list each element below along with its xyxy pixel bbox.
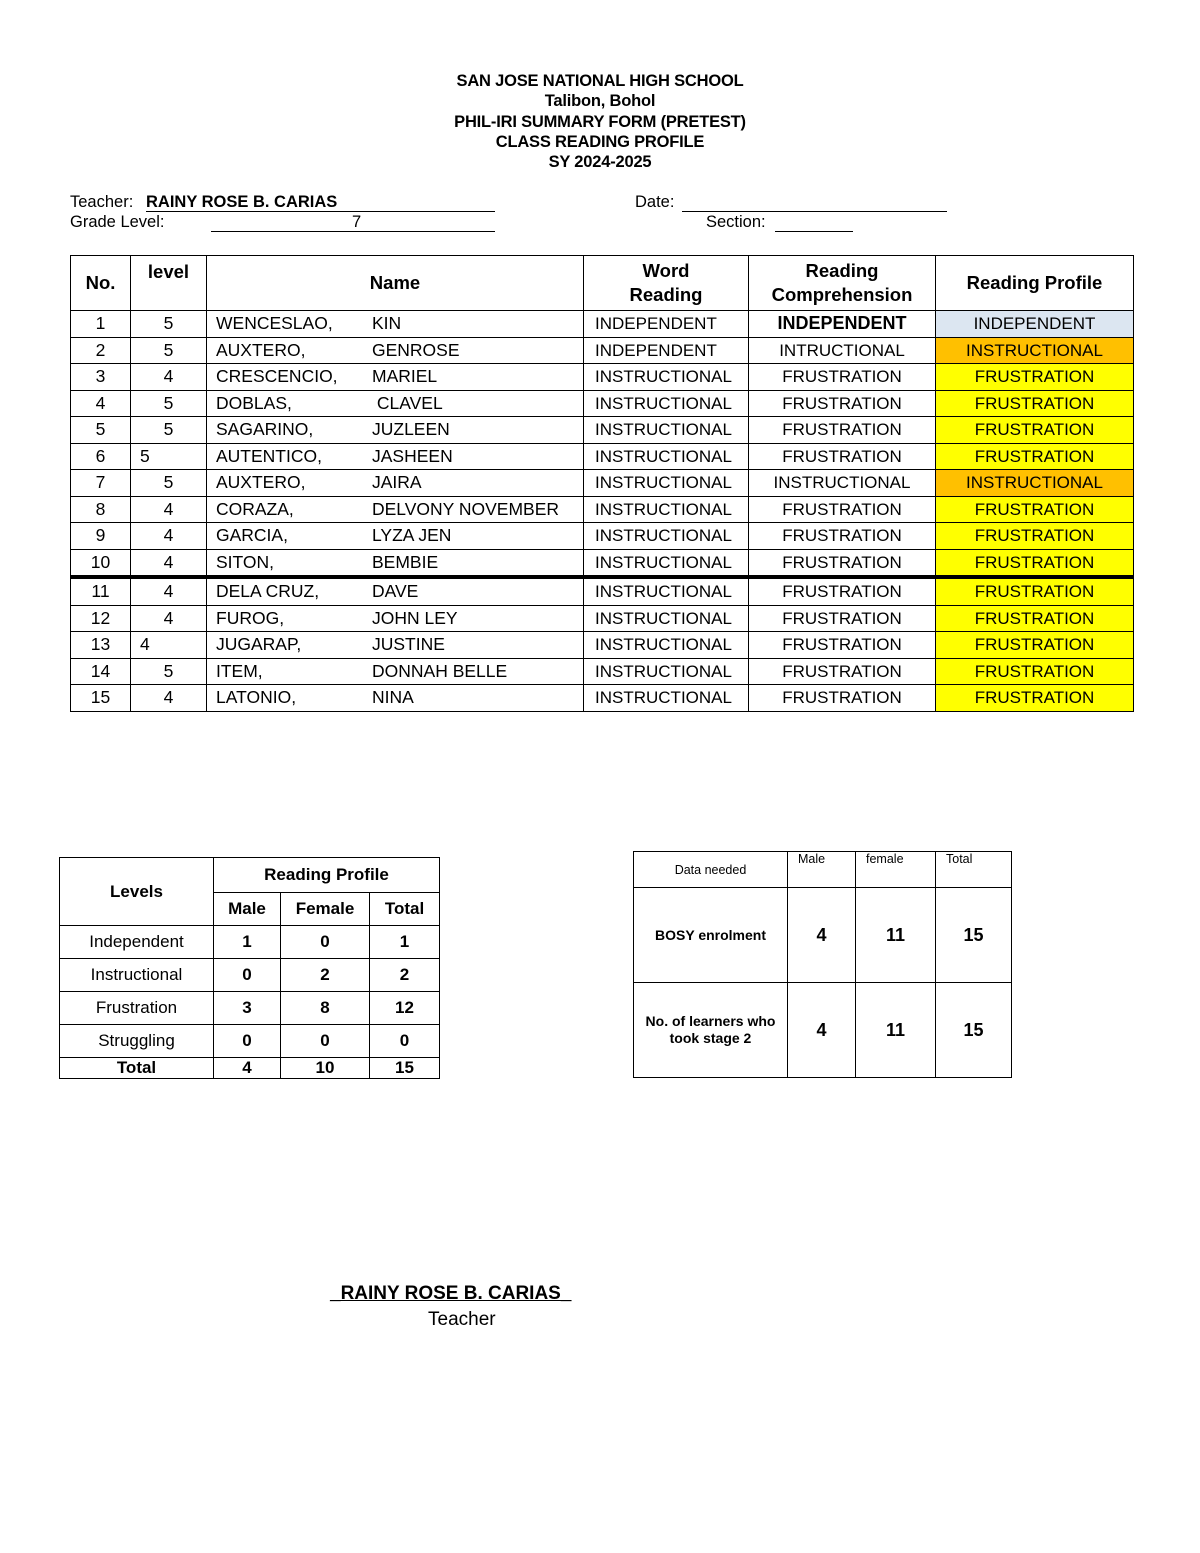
level-label: Independent — [60, 926, 214, 959]
enrolment-row — [634, 888, 1012, 983]
row-first-name: JUZLEEN — [372, 419, 450, 440]
enrol-total: 15 — [936, 983, 1012, 1078]
col-profile: Reading Profile — [936, 256, 1134, 311]
row-no: 13 — [71, 632, 131, 659]
enrol-male: 4 — [788, 888, 856, 983]
row-no: 2 — [71, 337, 131, 364]
row-surname: DELA CRUZ, — [216, 581, 320, 602]
levels-summary-table — [59, 857, 440, 1079]
col-word-reading-line2: Reading — [629, 284, 703, 305]
row-name — [207, 337, 584, 364]
row-name — [207, 496, 584, 523]
level-female: 0 — [281, 926, 370, 959]
col-level: level — [131, 256, 207, 311]
row-level: 5 — [131, 443, 207, 470]
row-name — [207, 577, 584, 605]
row-surname: SAGARINO, — [216, 419, 314, 440]
row-level: 4 — [131, 685, 207, 712]
total-header: Total — [370, 893, 440, 926]
row-word-reading: INSTRUCTIONAL — [584, 443, 749, 470]
row-name — [207, 417, 584, 444]
row-reading-profile: FRUSTRATION — [936, 605, 1134, 632]
row-no: 14 — [71, 658, 131, 685]
row-surname: ITEM, — [216, 660, 263, 681]
row-reading-profile: FRUSTRATION — [936, 632, 1134, 659]
col-name: Name — [207, 256, 584, 311]
school-location: Talibon, Bohol — [544, 92, 656, 111]
row-word-reading: INSTRUCTIONAL — [584, 632, 749, 659]
enrol-male: 4 — [788, 983, 856, 1078]
grade-value: 7 — [352, 213, 362, 231]
table-row — [71, 443, 1134, 470]
level-male: 1 — [214, 926, 281, 959]
col-comprehension — [749, 256, 936, 311]
row-name — [207, 470, 584, 497]
row-surname: GARCIA, — [216, 525, 288, 546]
form-title: PHIL-IRI SUMMARY FORM (PRETEST) — [454, 112, 746, 131]
row-reading-profile: FRUSTRATION — [936, 443, 1134, 470]
male-header: Male — [214, 893, 281, 926]
row-comprehension: INDEPENDENT — [749, 311, 936, 338]
school-year: SY 2024-2025 — [548, 153, 652, 172]
enrol-label: BOSY enrolment — [634, 888, 788, 983]
data-needed-header: Data needed — [634, 852, 788, 888]
col-word-reading-line1: Word — [642, 260, 690, 281]
teacher-name: RAINY ROSE B. CARIAS — [146, 193, 338, 211]
row-name — [207, 632, 584, 659]
female-header: Female — [281, 893, 370, 926]
levels-row — [60, 959, 440, 992]
table-row — [71, 549, 1134, 577]
row-level: 5 — [131, 390, 207, 417]
col-comprehension-line2: Comprehension — [771, 284, 913, 305]
row-level: 4 — [131, 496, 207, 523]
row-first-name: CLAVEL — [372, 392, 443, 413]
table-row — [71, 577, 1134, 605]
row-word-reading: INDEPENDENT — [584, 311, 749, 338]
grade-label: Grade Level: — [70, 213, 165, 231]
row-surname: CORAZA, — [216, 498, 294, 519]
level-total: 0 — [370, 1025, 440, 1058]
teacher-label: Teacher: — [70, 193, 134, 211]
row-no: 8 — [71, 496, 131, 523]
row-no: 9 — [71, 523, 131, 550]
table-row — [71, 632, 1134, 659]
row-no: 5 — [71, 417, 131, 444]
row-reading-profile: FRUSTRATION — [936, 496, 1134, 523]
row-comprehension: INTRUCTIONAL — [749, 337, 936, 364]
table-row — [71, 496, 1134, 523]
row-surname: CRESCENCIO, — [216, 366, 338, 387]
table-row — [71, 417, 1134, 444]
level-total: 2 — [370, 959, 440, 992]
row-comprehension: FRUSTRATION — [749, 390, 936, 417]
enrolment-row — [634, 983, 1012, 1078]
row-name — [207, 311, 584, 338]
row-word-reading: INSTRUCTIONAL — [584, 523, 749, 550]
row-comprehension: FRUSTRATION — [749, 605, 936, 632]
row-level: 5 — [131, 470, 207, 497]
enrol-male-header: Male — [788, 852, 856, 888]
col-word-reading — [584, 256, 749, 311]
level-label: Frustration — [60, 992, 214, 1025]
enrol-female: 11 — [856, 888, 936, 983]
totals-female: 10 — [281, 1058, 370, 1079]
row-reading-profile: FRUSTRATION — [936, 549, 1134, 577]
grade-underline — [211, 231, 495, 232]
col-no: No. — [71, 256, 131, 311]
row-surname: SITON, — [216, 551, 275, 572]
levels-header: Levels — [60, 858, 214, 926]
row-reading-profile: INDEPENDENT — [936, 311, 1134, 338]
row-name — [207, 658, 584, 685]
row-comprehension: FRUSTRATION — [749, 658, 936, 685]
level-female: 0 — [281, 1025, 370, 1058]
row-level: 4 — [131, 577, 207, 605]
row-surname: LATONIO, — [216, 687, 297, 708]
row-word-reading: INSTRUCTIONAL — [584, 577, 749, 605]
row-name — [207, 390, 584, 417]
row-comprehension: FRUSTRATION — [749, 364, 936, 391]
row-level: 5 — [131, 658, 207, 685]
table-row — [71, 685, 1134, 712]
totals-label: Total — [60, 1058, 214, 1079]
row-reading-profile: FRUSTRATION — [936, 523, 1134, 550]
row-comprehension: FRUSTRATION — [749, 417, 936, 444]
row-first-name: JAIRA — [372, 472, 422, 493]
row-name — [207, 685, 584, 712]
row-first-name: MARIEL — [372, 366, 438, 387]
row-first-name: GENROSE — [372, 339, 460, 360]
enrol-female-header: female — [856, 852, 936, 888]
enrol-female: 11 — [856, 983, 936, 1078]
row-reading-profile: FRUSTRATION — [936, 658, 1134, 685]
row-no: 4 — [71, 390, 131, 417]
row-name — [207, 443, 584, 470]
row-first-name: JOHN LEY — [372, 607, 458, 628]
section-label: Section: — [706, 213, 766, 231]
row-first-name: DONNAH BELLE — [372, 660, 508, 681]
row-surname: JUGARAP, — [216, 634, 302, 655]
row-comprehension: FRUSTRATION — [749, 443, 936, 470]
levels-row — [60, 992, 440, 1025]
date-label: Date: — [635, 193, 675, 211]
row-surname: WENCESLAO, — [216, 313, 333, 334]
row-word-reading: INSTRUCTIONAL — [584, 390, 749, 417]
row-no: 11 — [71, 577, 131, 605]
row-comprehension: FRUSTRATION — [749, 496, 936, 523]
row-first-name: KIN — [372, 313, 402, 334]
row-comprehension: FRUSTRATION — [749, 632, 936, 659]
row-no: 7 — [71, 470, 131, 497]
row-first-name: DAVE — [372, 581, 419, 602]
row-no: 15 — [71, 685, 131, 712]
class-reading-table — [70, 255, 1134, 712]
level-male: 3 — [214, 992, 281, 1025]
row-comprehension: FRUSTRATION — [749, 523, 936, 550]
enrolment-table — [633, 851, 1012, 1078]
row-no: 10 — [71, 549, 131, 577]
row-reading-profile: INSTRUCTIONAL — [936, 337, 1134, 364]
row-level: 4 — [131, 632, 207, 659]
table-row — [71, 523, 1134, 550]
teacher-underline — [146, 211, 495, 212]
row-no: 1 — [71, 311, 131, 338]
row-reading-profile: INSTRUCTIONAL — [936, 470, 1134, 497]
row-reading-profile: FRUSTRATION — [936, 685, 1134, 712]
date-underline — [682, 211, 947, 212]
section-underline — [775, 231, 853, 232]
row-word-reading: INSTRUCTIONAL — [584, 549, 749, 577]
row-word-reading: INSTRUCTIONAL — [584, 364, 749, 391]
enrol-total-header: Total — [936, 852, 1012, 888]
row-comprehension: FRUSTRATION — [749, 685, 936, 712]
row-first-name: JUSTINE — [372, 634, 445, 655]
row-comprehension: FRUSTRATION — [749, 549, 936, 577]
row-surname: FUROG, — [216, 607, 285, 628]
row-first-name: JASHEEN — [372, 445, 453, 466]
level-male: 0 — [214, 959, 281, 992]
row-word-reading: INSTRUCTIONAL — [584, 496, 749, 523]
row-first-name: DELVONY NOVEMBER — [372, 498, 560, 519]
row-name — [207, 364, 584, 391]
profile-title: CLASS READING PROFILE — [495, 132, 705, 151]
row-level: 4 — [131, 364, 207, 391]
row-no: 6 — [71, 443, 131, 470]
table-row — [71, 311, 1134, 338]
row-first-name: NINA — [372, 687, 414, 708]
table-row — [71, 605, 1134, 632]
level-female: 8 — [281, 992, 370, 1025]
row-no: 3 — [71, 364, 131, 391]
row-reading-profile: FRUSTRATION — [936, 417, 1134, 444]
row-word-reading: INDEPENDENT — [584, 337, 749, 364]
row-name — [207, 523, 584, 550]
row-name — [207, 549, 584, 577]
row-first-name: BEMBIE — [372, 551, 439, 572]
row-first-name: LYZA JEN — [372, 525, 452, 546]
signature-name: _RAINY ROSE B. CARIAS_ — [330, 1283, 572, 1304]
table-row — [71, 364, 1134, 391]
row-word-reading: INSTRUCTIONAL — [584, 658, 749, 685]
table-row — [71, 337, 1134, 364]
level-label: Instructional — [60, 959, 214, 992]
table-row — [71, 390, 1134, 417]
table-row — [71, 470, 1134, 497]
levels-row — [60, 926, 440, 959]
row-surname: AUXTERO, — [216, 472, 306, 493]
row-comprehension: INSTRUCTIONAL — [749, 470, 936, 497]
totals-total: 15 — [370, 1058, 440, 1079]
row-level: 5 — [131, 417, 207, 444]
row-surname: AUTENTICO, — [216, 445, 322, 466]
row-surname: DOBLAS, — [216, 392, 292, 413]
enrol-label: No. of learners who took stage 2 — [634, 983, 788, 1078]
totals-male: 4 — [214, 1058, 281, 1079]
row-word-reading: INSTRUCTIONAL — [584, 417, 749, 444]
level-total: 12 — [370, 992, 440, 1025]
row-level: 5 — [131, 311, 207, 338]
level-male: 0 — [214, 1025, 281, 1058]
enrol-total: 15 — [936, 888, 1012, 983]
signature-role: Teacher — [428, 1309, 496, 1330]
row-no: 12 — [71, 605, 131, 632]
level-total: 1 — [370, 926, 440, 959]
row-reading-profile: FRUSTRATION — [936, 577, 1134, 605]
row-level: 4 — [131, 605, 207, 632]
row-name — [207, 605, 584, 632]
levels-row — [60, 1025, 440, 1058]
row-word-reading: INSTRUCTIONAL — [584, 605, 749, 632]
row-word-reading: INSTRUCTIONAL — [584, 470, 749, 497]
row-reading-profile: FRUSTRATION — [936, 390, 1134, 417]
document-header — [0, 71, 1200, 172]
row-level: 4 — [131, 549, 207, 577]
row-level: 5 — [131, 337, 207, 364]
reading-profile-header: Reading Profile — [214, 858, 440, 893]
row-reading-profile: FRUSTRATION — [936, 364, 1134, 391]
school-name: SAN JOSE NATIONAL HIGH SCHOOL — [456, 72, 744, 90]
level-female: 2 — [281, 959, 370, 992]
col-comprehension-line1: Reading — [805, 260, 879, 281]
row-surname: AUXTERO, — [216, 339, 306, 360]
row-level: 4 — [131, 523, 207, 550]
row-word-reading: INSTRUCTIONAL — [584, 685, 749, 712]
level-label: Struggling — [60, 1025, 214, 1058]
row-comprehension: FRUSTRATION — [749, 577, 936, 605]
table-row — [71, 658, 1134, 685]
